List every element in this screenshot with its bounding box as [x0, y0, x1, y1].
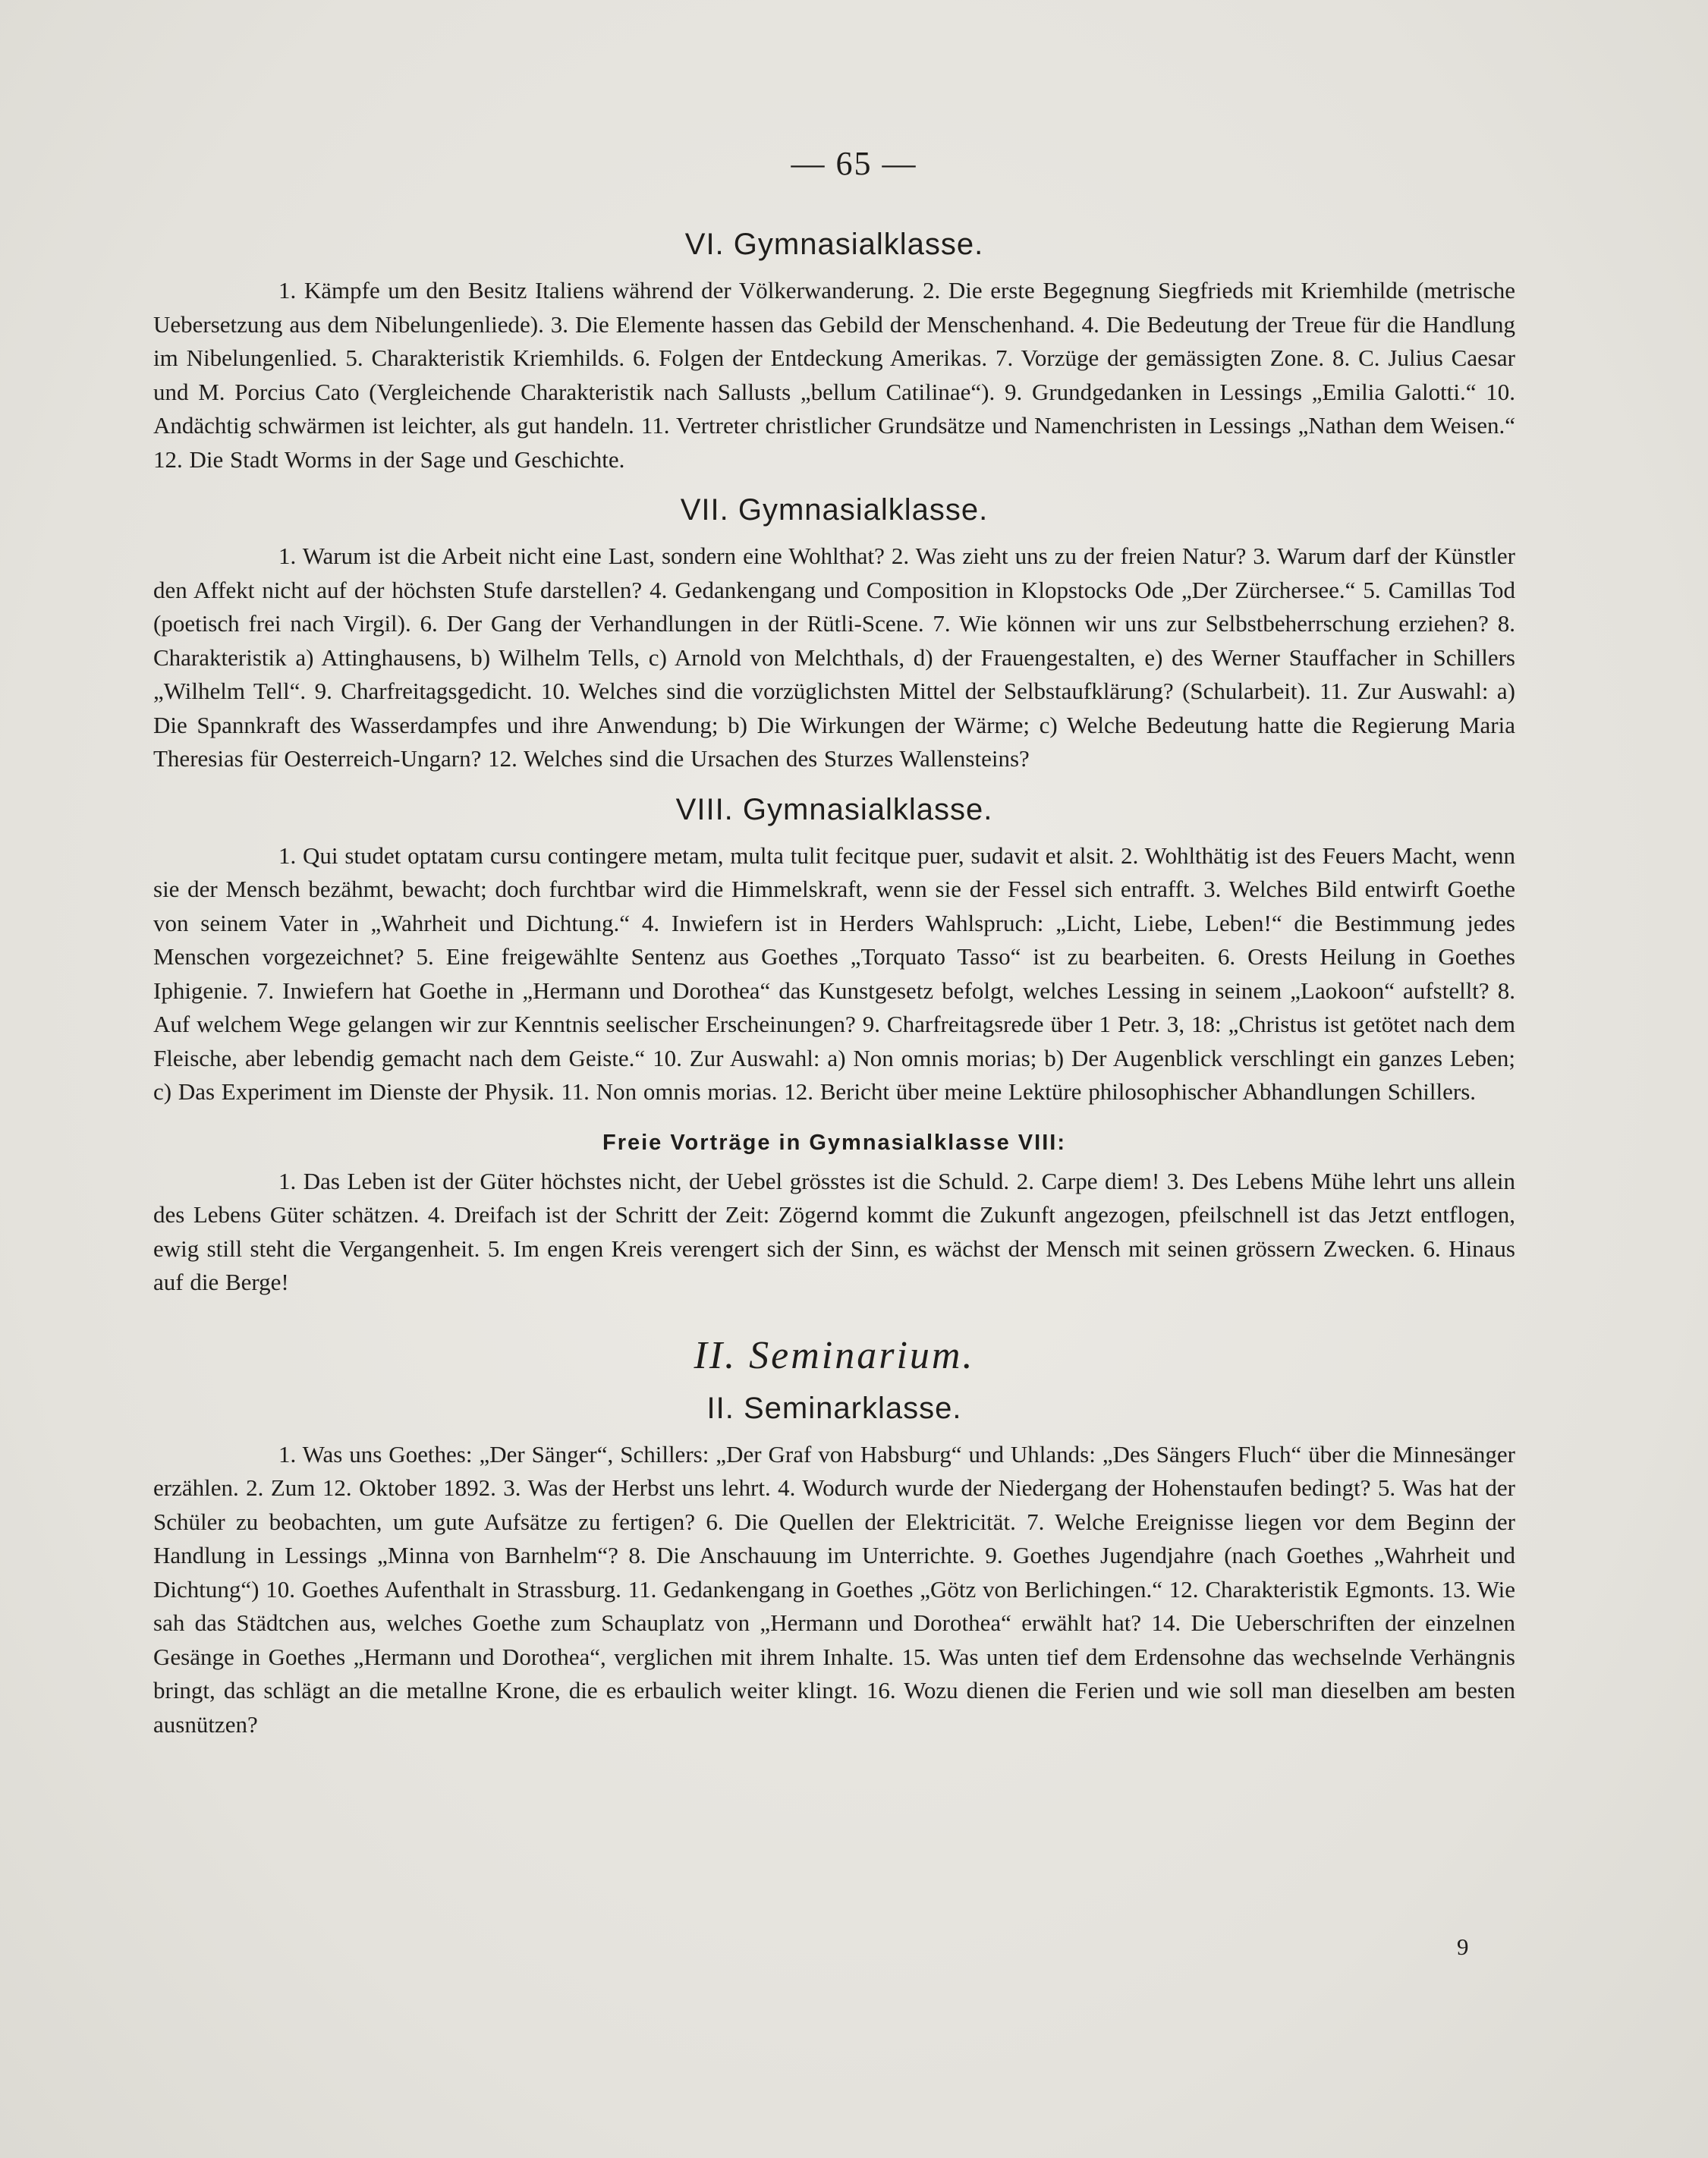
topics-vii: 1. Warum ist die Arbeit nicht eine Last, sondern eine Wohlthat? 2. Was zieht uns zu der freien Natur? 3. Warum darf der Künstler den Affekt nicht auf der höchsten Stufe darstellen? 4. Gedankengang und Composition in Klopstocks Ode „Der Zürchersee.“ 5. Camillas Tod (poetisch frei nach Virgil). 6. Der Gang der Verhandlungen in der Rütli-Scene. 7. Wie können wir uns zur Selbstbeherrschung erziehen? 8. Charakteristik a) Attinghausens, b) Wilhelm Tells, c) Arnold von Melchthals, d) der Frauengestalten, e) des Werner Stauffacher in Schillers „Wilhelm Tell“. 9. Charfreitagsgedicht. 10. Welches sind die vorzüglichsten Mittel der Selbstaufklärung? (Schularbeit). 11. Zur Auswahl: a) Die Spannkraft des Wasserdampfes und ihre Anwendung; b) Die Wirkungen der Wärme; c) Welche Bedeutung hatte die Regierung Maria Theresias für Oesterreich-Ungarn? 12. Welches sind die Ursachen des Sturzes Wallensteins? — [153, 543, 1515, 772]
heading-freie-vortraege: Freie Vorträge in Gymnasialklasse VIII: — [602, 1130, 1066, 1155]
section-vii — [153, 493, 1515, 776]
page-number: — 65 — — [791, 145, 917, 182]
section-seminarium — [153, 1333, 1515, 1742]
page-content — [153, 228, 1515, 1741]
section-freie-vortraege — [153, 1131, 1515, 1300]
heading-vii-gymnasialklasse: VII. Gymnasialklasse. — [680, 493, 989, 527]
section-viii — [153, 793, 1515, 1109]
topics-seminarklasse: 1. Was uns Goethes: „Der Sänger“, Schillers: „Der Graf von Habsburg“ und Uhlands: „Des Sängers Fluch“ über die Minnesänger erzählen. 2. Zum 12. Oktober 1892. 3. Was der Herbst uns lehrt. 4. Wodurch wurde der Niedergang der Hohenstaufen bedingt? 5. Was hat der Schüler zu beobachten, um gute Aufsätze zu fertigen? 6. Die Quellen der Elektricität. 7. Welche Ereignisse liegen vor dem Beginn der Handlung in Lessings „Minna von Barnhelm“? 8. Die Anschauung im Unterrichte. 9. Goethes Jugendjahre (nach Goethes „Wahrheit und Dichtung“) 10. Goethes Aufenthalt in Strassburg. 11. Gedankengang in Goethes „Götz von Berlichingen.“ 12. Charakteristik Egmonts. 13. Wie sah das Städtchen aus, welches Goethe zum Schauplatz von „Hermann und Dorothea“ erwählt hat? 14. Die Ueberschriften der einzelnen Gesänge in Goethes „Hermann und Dorothea“, verglichen mit ihrem Inhalte. 15. Was unten tief dem Erdensohne das wechselnde Verhängnis bringt, das schlägt an die metallne Krone, die es erbaulich weiter klingt. 16. Wozu dienen die Ferien und wie soll man dieselben am besten ausnützen? — [153, 1440, 1515, 1738]
section-vi — [153, 228, 1515, 477]
heading-vi-gymnasialklasse: VI. Gymnasialklasse. — [684, 228, 984, 261]
heading-ii-seminarklasse: II. Seminarklasse. — [706, 1391, 962, 1425]
title-seminarium: II. Seminarium. — [694, 1333, 975, 1377]
heading-viii-gymnasialklasse: VIII. Gymnasialklasse. — [675, 792, 993, 826]
topics-freie-vortraege: 1. Das Leben ist der Güter höchstes nicht, der Uebel grösstes ist die Schuld. 2. Carpe diem! 3. Des Lebens Mühe lehrt uns allein des Lebens Güter schätzen. 4. Dreifach ist der Schritt der Zeit: Zögernd kommt die Zukunft angezogen, pfeilschnell ist das Jetzt entflogen, ewig still steht die Vergangenheit. 5. Im engen Kreis verengert sich der Sinn, es wächst der Mensch mit seinen grössern Zwecken. 6. Hinaus auf die Berge! — [153, 1167, 1515, 1295]
topics-viii: 1. Qui studet optatam cursu contingere metam, multa tulit fecitque puer, sudavit et alsit. 2. Wohlthätig ist des Feuers Macht, wenn sie der Mensch bezähmt, bewacht; doch furchtbar wird die Himmelskraft, wenn sie der Fessel sich entrafft. 3. Welches Bild entwirft Goethe von seinem Vater in „Wahrheit und Dichtung.“ 4. Inwiefern ist in Herders Wahlspruch: „Licht, Liebe, Leben!“ die Bestimmung jedes Menschen vorgezeichnet? 5. Eine freigewählte Sentenz aus Goethes „Torquato Tasso“ ist zu bearbeiten. 6. Orests Heilung in Goethes Iphigenie. 7. Inwiefern hat Goethe in „Hermann und Dorothea“ das Kunstgesetz befolgt, welches Lessing in seinem „Laokoon“ aufstellt? 8. Auf welchem Wege gelangen wir zur Kenntnis seelischer Erscheinungen? 9. Charfreitagsrede über 1 Petr. 3, 18: „Christus ist getötet nach dem Fleische, aber lebendig gemacht nach dem Geiste.“ 10. Zur Auswahl: a) Non omnis morias; b) Der Augenblick verschlingt ein ganzes Leben; c) Das Experiment im Dienste der Physik. 11. Non omnis morias. 12. Bericht über meine Lektüre philosophischer Abhandlungen Schillers. — [153, 841, 1515, 1105]
topics-vi: 1. Kämpfe um den Besitz Italiens während der Völkerwanderung. 2. Die erste Begegnung Siegfrieds mit Kriemhilde (metrische Uebersetzung aus dem Nibelungenliede). 3. Die Elemente hassen das Gebild der Menschenhand. 4. Die Bedeutung der Treue für die Handlung im Nibelungenlied. 5. Charakteristik Kriemhilds. 6. Folgen der Entdeckung Amerikas. 7. Vorzüge der gemässigten Zone. 8. C. Julius Caesar und M. Porcius Cato (Vergleichende Charakteristik nach Sallusts „bellum Catilinae“). 9. Grundgedanken in Lessings „Emilia Galotti.“ 10. Andächtig schwärmen ist leichter, als gut handeln. 11. Vertreter christlicher Grundsätze und Namenchristen in Lessings „Nathan dem Weisen.“ 12. Die Stadt Worms in der Sage und Geschichte. — [153, 277, 1515, 473]
signature-number: 9 — [1457, 1933, 1469, 1960]
